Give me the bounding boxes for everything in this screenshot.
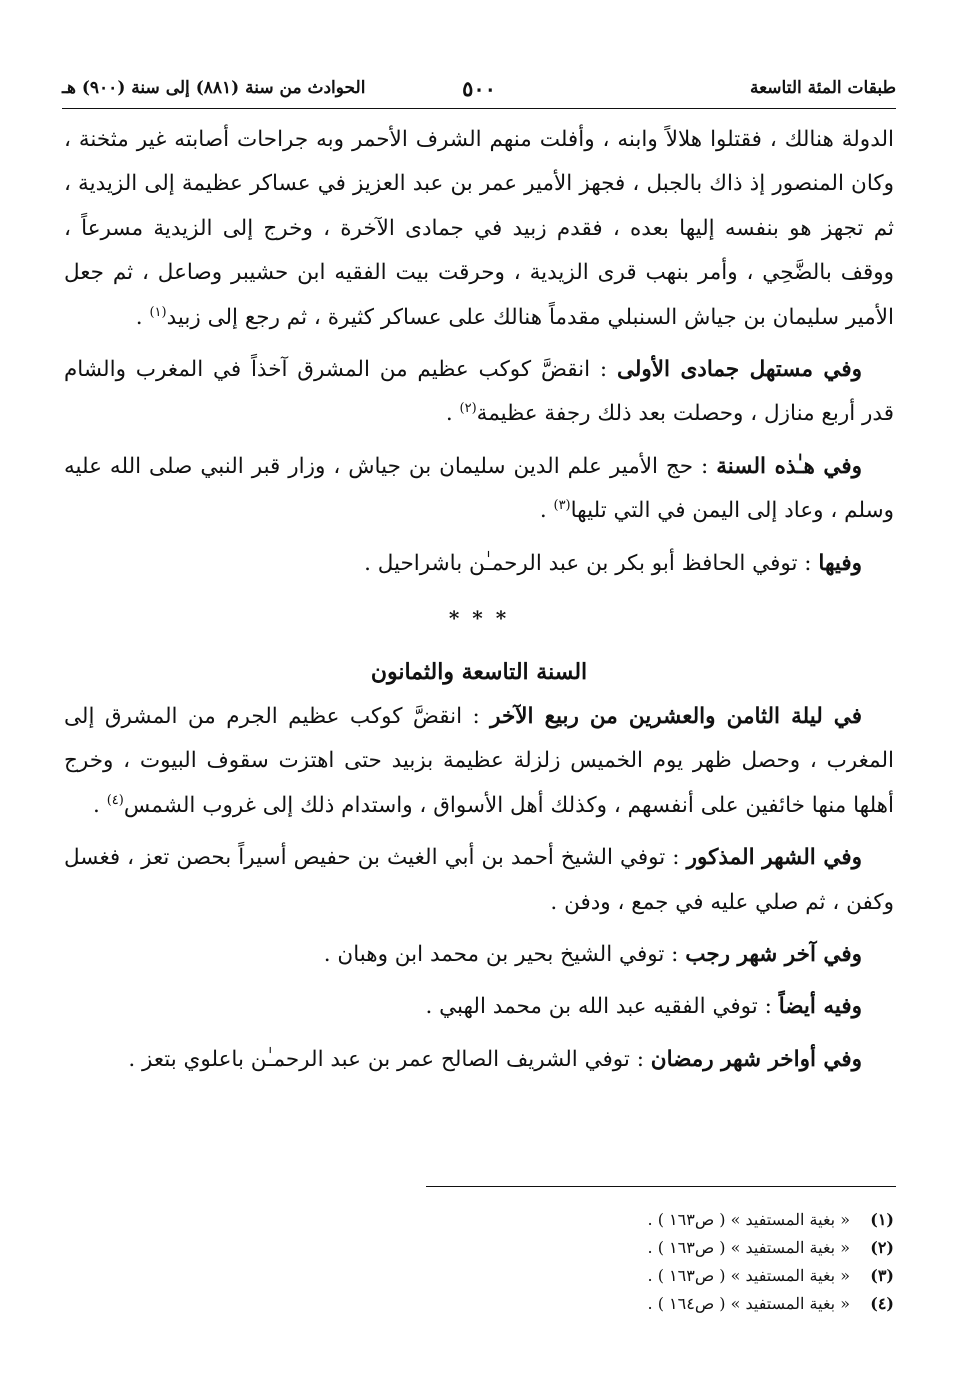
footnote-number: (٤) [870,1294,894,1313]
footnote-rule [426,1186,896,1187]
paragraph [64,933,894,977]
footnote [394,1262,894,1290]
paragraph-tail: . [539,498,554,524]
paragraph-text: الدولة هنالك ، فقتلوا هلالاً وابنه ، وأفلت منهم الشرف الأحمر وبه جراحات أصابته غير مثخنة ، وكان المنصور إذ ذاك بالجبل ، فجهز الأمير عمر بن عبد العزيز في عساكر عظيمة إلى الزيدية ، ثم تجهز هو بنفسه إليها بعده ، فقدم زبيد في جمادى الآخرة ، وخرج إلى الزيدية مسرعاً ، ووقف بالضَّحِي ، وأمر بنهب قرى الزيدية ، وحرقت بيت الفقيه ابن حشيبر وصاعل ، ثم جعل الأمير سليمان بن جياش السنبلي مقدماً هنالك على عساكر كثيرة ، ثم رجع إلى زبيد [64,127,894,330]
paragraph-lead: في ليلة الثامن والعشرين من ربيع الآخر [490,703,862,729]
paragraph-text: : توفي الشريف الصالح عمر بن عبد الرحمـٰن باعلوي بتعز . [128,1046,651,1072]
paragraph [64,542,894,586]
footnote [394,1290,894,1318]
section-heading: السنة التاسعة والثمانون [370,659,588,686]
footnote [394,1206,894,1234]
paragraph [64,1038,894,1082]
section-separator: * * * [448,606,510,631]
running-head-range: الحوادث من سنة (٨٨١) إلى سنة (٩٠٠) هـ [62,78,366,98]
paragraph-text: : حج الأمير علم الدين سليمان بن جياش ، وزار قبر النبي صلى الله عليه وسلم ، وعاد إلى اليمن في التي تليها [64,453,894,524]
paragraph-text: : انقضَّ كوكب عظيم من المشرق آخذاً في المغرب والشام قدر أربع منازل ، وحصلت بعد ذلك رجفة عظيمة [64,357,894,427]
paragraph-tail: . [445,401,460,427]
footnote-text: « بغية المستفيد » ( ص١٦٤ ) . [647,1294,850,1313]
footnotes [394,1206,894,1318]
page-body [64,118,894,1082]
paragraph-lead: وفي هـٰذه السنة [716,453,862,479]
paragraph-text: : توفي الشيخ بحير بن محمد ابن وهبان . [323,941,686,967]
footnote-ref: (٤) [106,792,124,808]
paragraph-text: : توفي الحافظ أبو بكر بن عبد الرحمـٰن باشراحيل . [364,550,819,576]
footnote-text: « بغية المستفيد » ( ص١٦٣ ) . [647,1266,850,1285]
paragraph [64,836,894,925]
page-header [62,72,896,108]
paragraph [64,445,894,534]
footnote-number: (٢) [870,1238,894,1257]
header-rule [62,108,896,109]
paragraph-lead: وفيه أيضاً [778,994,862,1020]
footnote-number: (١) [870,1210,894,1229]
paragraph [64,695,894,828]
footnote-ref: (٣) [553,498,571,514]
paragraph [64,985,894,1029]
footnote-text: « بغية المستفيد » ( ص١٦٣ ) . [647,1210,850,1229]
paragraph-text: : توفي الفقيه عبد الله بن محمد الهبي . [425,994,779,1020]
paragraph-tail: . [93,792,107,818]
paragraph-lead: وفيها [818,550,862,576]
paragraph-lead: وفي أواخر شهر رمضان [650,1046,862,1072]
running-head-section: طبقات المئة التاسعة [749,78,896,98]
paragraph-text: : توفي الشيخ أحمد بن أبي الغيث بن حفيص أسيراً بحصن تعز ، فغسل وكفن ، ثم صلي عليه في جمع ، ودفن . [64,845,894,915]
paragraph-text: : انقضَّ كوكب عظيم الجرم من المشرق إلى المغرب ، وحصل ظهر يوم الخميس زلزلة عظيمة بزبيد حتى اهتزت سقوف البيوت ، وخرج أهلها منها خائفين على أنفسهم ، وكذلك أهل الأسواق ، واستدام ذلك إلى غروب الشمس [64,703,894,818]
paragraph-lead: وفي الشهر المذكور [686,845,862,871]
footnote-number: (٣) [870,1266,894,1285]
paragraph-tail: . [135,304,150,330]
paragraph-lead: وفي مستهل جمادى الأولى [616,357,862,383]
footnote [394,1234,894,1262]
footnote-ref: (٢) [459,401,477,417]
paragraph [64,118,894,340]
paragraph-lead: وفي آخر شهر رجب [685,941,862,967]
paragraph [64,348,894,437]
footnote-text: « بغية المستفيد » ( ص١٦٣ ) . [647,1238,850,1257]
footnote-ref: (١) [149,304,167,320]
page-number: ٥٠٠ [462,76,496,101]
